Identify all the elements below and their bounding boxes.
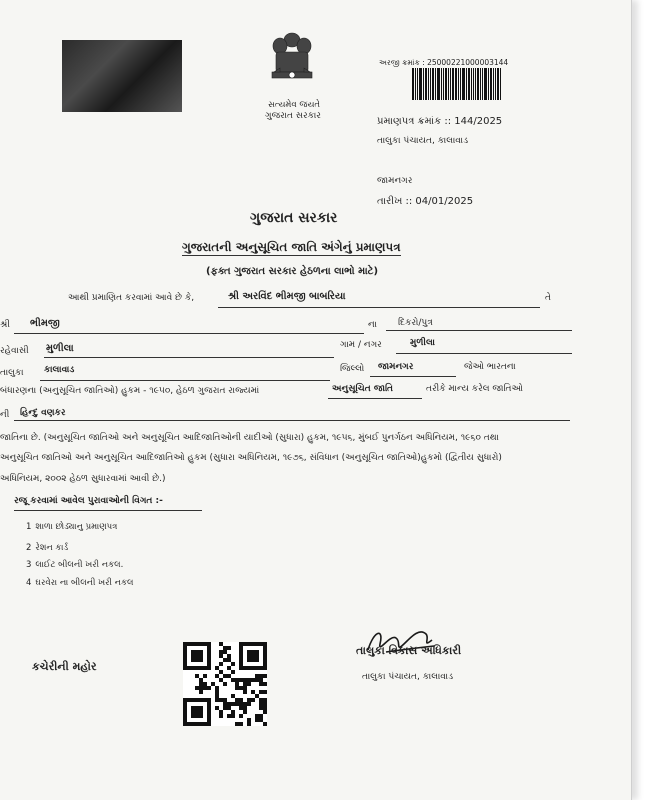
district-label: જિલ્લો: [340, 364, 365, 374]
evidence-item: [26, 578, 133, 588]
resident-label: રહેવાસી: [0, 346, 29, 356]
document-subtitle: ગુજરાતની અનુસૂચિત જાતિ અંગેનું પ્રમાણપત્ર: [182, 240, 401, 254]
evidence-item-text: શાળા છોડ્યાનુ પ્રમાણપત્ર: [35, 522, 118, 532]
page-edge: [631, 0, 632, 800]
evidence-item-number: 1: [26, 522, 32, 532]
na-text: ના: [368, 320, 377, 330]
holder-name: શ્રી અરવિંદ ભીમજી બાબરિયા: [228, 291, 346, 302]
evidence-item: [26, 543, 68, 553]
india-text: જેઓ ભારતના: [464, 362, 516, 372]
village-label: ગામ / નગર: [340, 340, 382, 350]
officer-title: તાલુકા વિકાસ અધિકારી: [356, 644, 462, 657]
emblem-caption-motto: સત્યમેવ જયતે: [268, 100, 321, 110]
evidence-item-number: 3: [26, 560, 32, 570]
taluka-label: તાલુકા: [0, 368, 24, 378]
applicant-photo: [62, 40, 182, 112]
te-text: તે: [545, 293, 551, 303]
sc-value: અનુસૂચિત જાતિ: [332, 384, 393, 394]
document-note: (ફક્ત ગુજરાત સરકાર હેઠળના લાભો માટે): [206, 266, 379, 277]
qr-code: [183, 642, 267, 726]
caste-value: હિન્દુ વણકર: [20, 408, 66, 418]
office-seal-label: કચેરીની મહોર: [32, 660, 97, 673]
officer-office: તાલુકા પંચાયત, કાલાવાડ: [362, 672, 454, 682]
evidence-item-number: 2: [26, 543, 32, 553]
para-line-1: જાતિના છે. (અનુસૂચિત જાતિઓ અને અનુસૂચિત આદિજાતિઓની યાદીઓ (સુધારા) હુકમ, ૧૯૫૬, મુંબઈ પુનર્ગઠન અધિનિયમ, ૧૯૬૦ તથા: [0, 433, 499, 443]
issuing-office: તાલુકા પંચાયત, કાલાવાડ: [377, 136, 469, 146]
father-name: ભીમજી: [30, 318, 60, 329]
evidence-heading: રજૂ કરવામાં આવેલ પુરાવાઓની વિગત :-: [14, 496, 163, 506]
evidence-item: [26, 522, 117, 532]
barcode: [412, 68, 504, 100]
evidence-item-text: ઘરવેરા ના બીલની ખરી નકલ: [35, 578, 134, 588]
shri-label: શ્રી: [0, 320, 10, 330]
certificate-number: પ્રમાણપત્ર ક્રમાંક :: 144/2025: [377, 116, 503, 127]
village-value: મુળીલા: [410, 338, 435, 348]
national-emblem-icon: [262, 30, 322, 100]
certify-prefix: આથી પ્રમાણિત કરવામાં આવે છે કે,: [68, 293, 195, 303]
caste-label: ની: [0, 410, 10, 420]
constitution-text: બંધારણના (અનુસૂચિત જાતિઓ) હુકમ - ૧૯૫૦, હેઠળ ગુજરાત રાજ્યમાં: [0, 386, 260, 396]
emblem-caption-govt: ગુજરાત સરકાર: [265, 111, 321, 121]
relation-value: દિકરો/પુત્ર: [398, 318, 433, 328]
para-line-2: અનુસૂચિત જાતિઓ અને અનુસૂચિત આદિજાતિઓ હુકમ (સુધારા અધિનિયમ, ૧૯૭૬, સંવિધાન (અનુસૂચિત જાતિઓ)હુકમો (દ્વિતીય સુધારો): [0, 453, 502, 463]
para-line-3: અધિનિયમ, ૨૦૦૨ હેઠળ સુધારવામાં આવી છે.): [0, 474, 166, 484]
recognized-text: તરીકે માન્ય કરેલ જાતિઓ: [426, 384, 523, 394]
taluka-value: કાલાવાડ: [44, 365, 75, 375]
evidence-item-number: 4: [26, 578, 32, 588]
evidence-item-text: રેશન કાર્ડ: [35, 543, 69, 553]
evidence-item-text: લાઈટ બીલની ખરી નકલ.: [35, 560, 124, 570]
resident-value: મુળીલા: [46, 343, 74, 354]
application-number: અરજી ક્રમાંક : 25000221000003144: [379, 58, 509, 67]
officer-signature: [360, 620, 440, 665]
document-title: ગુજરાત સરકાર: [250, 210, 338, 226]
district-name: જામનગર: [377, 176, 413, 186]
evidence-item: [26, 560, 123, 570]
district-value: જામનગર: [378, 362, 414, 372]
issue-date: તારીખ :: 04/01/2025: [377, 196, 474, 207]
